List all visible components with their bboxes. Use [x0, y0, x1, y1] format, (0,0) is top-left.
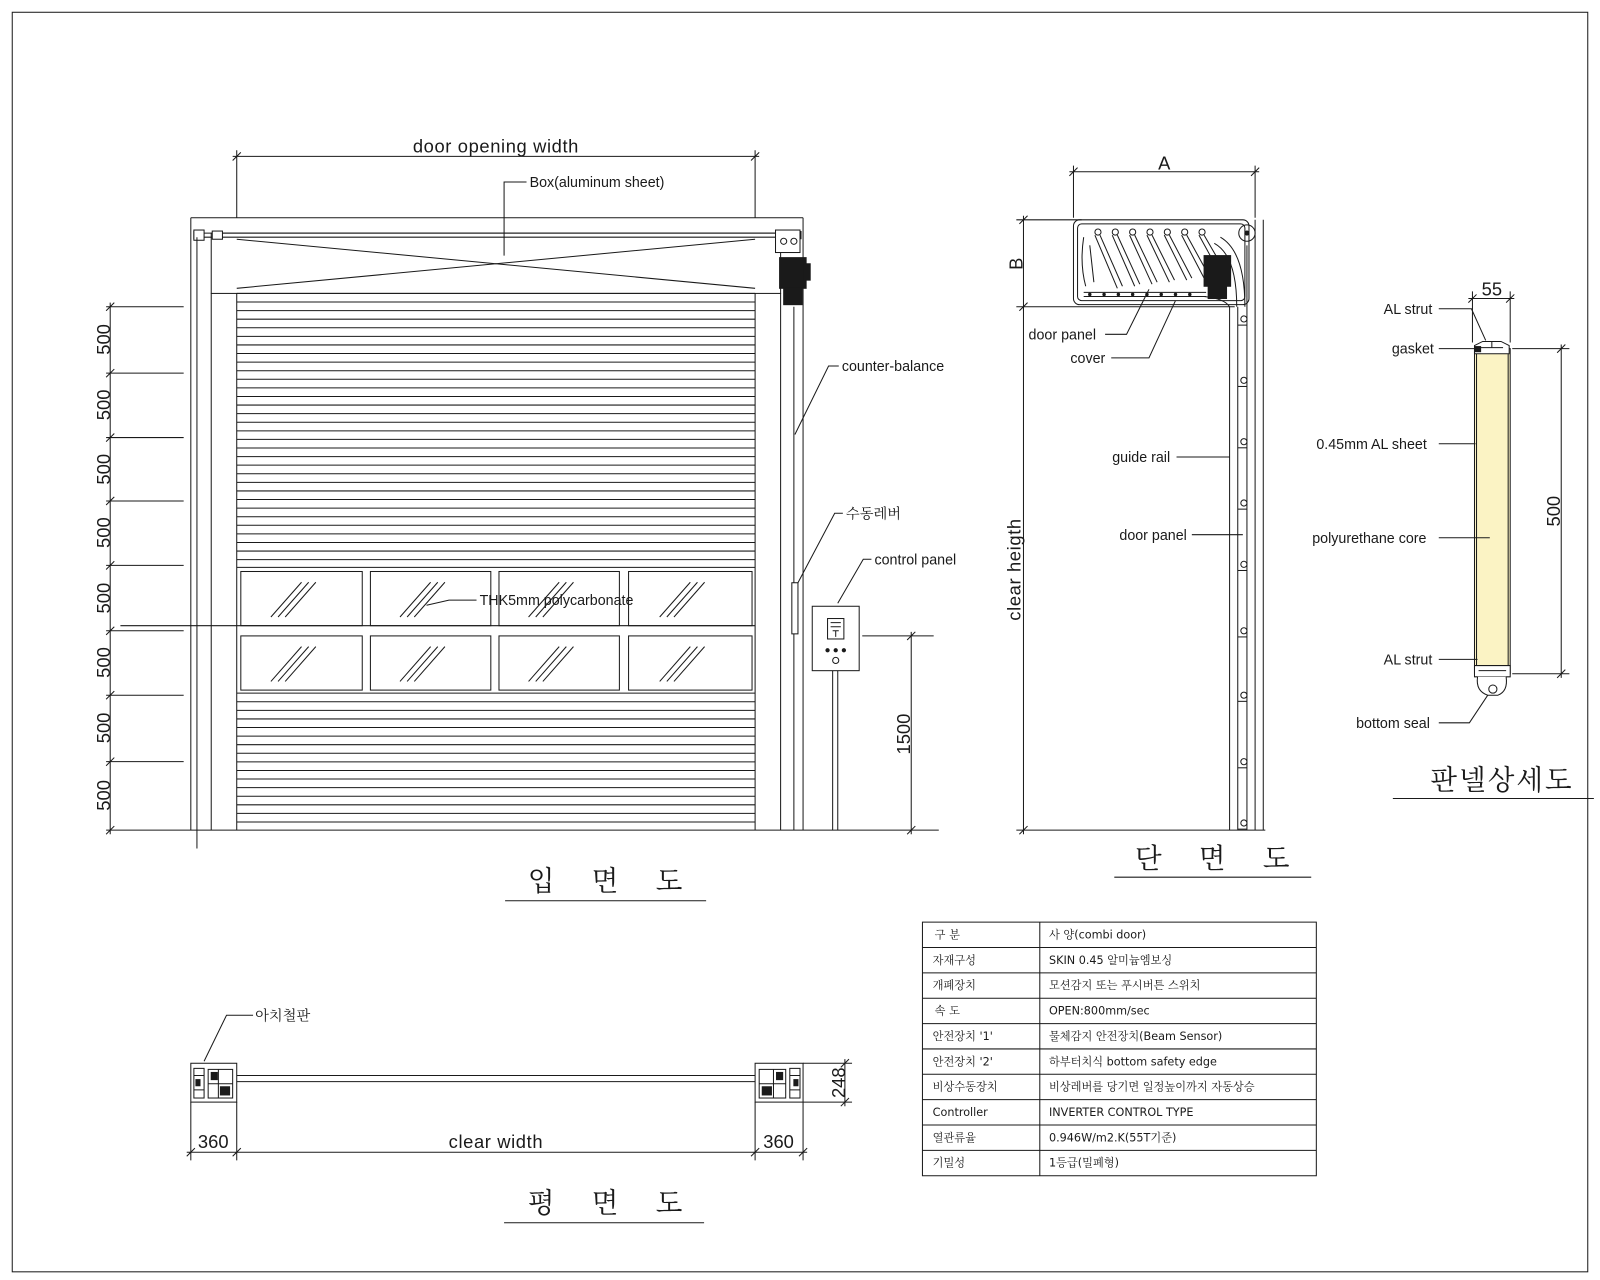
core-label: polyurethane core: [1312, 530, 1427, 547]
spec-row-label: 개폐장치: [932, 979, 976, 993]
curtain-edges: [237, 293, 755, 830]
frame-posts: [191, 218, 803, 849]
window-hatch-line: [674, 647, 705, 682]
plan-curtain: [237, 1076, 755, 1082]
rolled-panel-line: [1147, 235, 1169, 282]
drum-shaft-center: [1245, 231, 1249, 235]
rolled-panel-hinge: [1199, 229, 1205, 235]
al-sheet-label: 0.45mm AL sheet: [1316, 436, 1427, 453]
guide-rail-lines: [1230, 220, 1264, 830]
panel-height-dimensions: [106, 303, 184, 835]
bottom-strut-label: AL strut: [1383, 652, 1433, 669]
window-hatch-line: [660, 647, 691, 682]
spec-row-label: Controller: [932, 1106, 988, 1120]
rail-roller: [1241, 759, 1247, 765]
frame-detail: [211, 1072, 217, 1079]
section-motor-base: [1208, 286, 1226, 298]
panel-dim-label: 500: [93, 389, 115, 421]
window-hatch-line: [529, 647, 560, 682]
clear-height-label: clear heigth: [1003, 518, 1025, 621]
left-bracket: [194, 230, 223, 240]
rolled-panel-line: [1182, 235, 1204, 278]
window-hatch-line: [414, 582, 445, 617]
frame-detail: [777, 1072, 783, 1079]
motor-flange: [804, 264, 810, 280]
dimension-a-label: A: [1158, 152, 1171, 174]
plan-left-frame: [191, 1063, 237, 1102]
depth-dim-label: 248: [827, 1067, 849, 1099]
drum-box-cross: [237, 239, 755, 288]
frame-detail: [220, 1087, 229, 1095]
rail-roller: [1241, 316, 1247, 322]
control-panel: [812, 606, 859, 830]
box-leader: [504, 182, 526, 256]
plan-view: [187, 1006, 852, 1222]
frame-detail: [196, 1080, 200, 1086]
window-hatch-line: [278, 647, 309, 682]
stacked-panel-hinge: [1174, 293, 1176, 295]
rolled-panel-line: [1152, 235, 1174, 280]
stacked-panel-line: [1084, 292, 1206, 296]
clear-width-label: clear width: [448, 1131, 544, 1153]
rail-roller: [1241, 692, 1247, 698]
stacked-panel-hinge: [1131, 293, 1133, 295]
curtain-slats: [237, 293, 755, 822]
window-hatch-line: [660, 582, 691, 617]
drive-bracket: [776, 230, 800, 252]
control-panel-stand: [833, 671, 838, 830]
control-button: [842, 649, 845, 652]
spec-row-value: 0.946W/m2.K(55T기준): [1048, 1131, 1177, 1145]
rolled-panel-line: [1082, 237, 1094, 286]
rolled-panel-hinge: [1164, 229, 1170, 235]
panel-dim-label: 500: [93, 712, 115, 744]
window-hatch-line: [400, 582, 431, 617]
rolled-panel-line: [1130, 235, 1152, 284]
control-panel-label: control panel: [874, 552, 957, 569]
spec-row-label: 열관류율: [932, 1131, 976, 1145]
spec-row-value: 모션감지 또는 푸시버튼 스위치: [1048, 979, 1201, 993]
bracket-plate: [212, 231, 222, 239]
control-panel-height-label: 1500: [893, 713, 915, 755]
door-panel-label: door panel: [1028, 327, 1097, 344]
right-frame-dim-label: 360: [763, 1131, 794, 1153]
stacked-panel-hinge: [1089, 293, 1091, 295]
dimension-b-label: B: [1005, 257, 1027, 270]
bottom-seal: [1477, 677, 1506, 695]
window-hatch-line: [667, 647, 698, 682]
spec-row-value: 사 양(combi door): [1048, 928, 1147, 942]
frame-detail: [794, 1080, 798, 1086]
rolled-panel-line: [1100, 235, 1122, 286]
window-hatch-line: [414, 647, 445, 682]
window-hatch-line: [667, 582, 698, 617]
gasket-label: gasket: [1391, 341, 1434, 358]
rolled-panel-hinge: [1112, 229, 1118, 235]
section-motor: [1204, 256, 1231, 287]
plan-right-frame: [755, 1063, 803, 1102]
bottom-seal-label: bottom seal: [1356, 715, 1430, 732]
polycarbonate-leader: [427, 600, 477, 605]
window-hatch-line: [271, 647, 302, 682]
motor-gearbox: [784, 288, 802, 304]
spec-row-value: INVERTER CONTROL TYPE: [1048, 1106, 1194, 1120]
stacked-panel-hinge: [1160, 293, 1162, 295]
opening-width-dimension: [233, 150, 760, 217]
width-dim-label: 55: [1481, 278, 1503, 300]
elevation-view: [93, 135, 956, 900]
spec-row-label: 속 도: [934, 1004, 960, 1018]
spec-row-value: SKIN 0.45 알미늄엠보싱: [1048, 953, 1173, 967]
window-hatch-line: [400, 647, 431, 682]
spec-row-value: 1등급(밀폐형): [1048, 1156, 1119, 1170]
door-panel-label-2: door panel: [1119, 527, 1187, 544]
rolled-panel-line: [1112, 235, 1134, 286]
spec-row-label: 자재구성: [932, 953, 976, 967]
rail-roller: [1241, 820, 1247, 826]
spec-row-label: 비상수동장치: [932, 1080, 998, 1094]
control-button: [834, 649, 837, 652]
spec-row-value: 물체감지 안전장치(Beam Sensor): [1048, 1029, 1223, 1043]
window-hatch-line: [674, 582, 705, 617]
frame-detail: [762, 1087, 771, 1095]
section-title: 단 면 도: [1135, 841, 1304, 875]
rail-roller: [1241, 628, 1247, 634]
window-hatch-line: [285, 647, 316, 682]
rail-roller: [1241, 561, 1247, 567]
rail-roller: [1241, 500, 1247, 506]
spec-row-label: 안전장치 '1': [932, 1029, 993, 1043]
panel-detail-view: [1312, 278, 1594, 798]
window-panes: [241, 572, 752, 691]
box-label: Box(aluminum sheet): [529, 175, 665, 192]
polyurethane-core: [1474, 349, 1510, 674]
counter-balance-label: counter-balance: [841, 359, 945, 376]
rail-rollers: [1238, 316, 1247, 829]
clear-height-dimension: [1016, 307, 1265, 835]
opening-width-label: door opening width: [412, 135, 579, 157]
rolled-panel-hinge: [1095, 229, 1101, 235]
top-strut-label: AL strut: [1383, 301, 1433, 318]
panel-dim-label: 500: [93, 517, 115, 549]
spec-row-label: 기밀성: [932, 1156, 966, 1170]
window-hatch-line: [543, 647, 574, 682]
bottom-seal-leader: [1439, 695, 1488, 723]
rolled-panel-line: [1135, 235, 1157, 282]
rolled-panel-line: [1117, 235, 1139, 284]
rolled-panel-hinge: [1130, 229, 1136, 235]
control-panel-leader: [838, 559, 872, 603]
manual-lever-label: 수동레버: [845, 506, 902, 523]
stacked-panel-hinge: [1189, 293, 1191, 295]
panel-dim-label: 500: [93, 582, 115, 614]
motor-body: [780, 258, 807, 289]
spec-row-label: 안전장치 '2': [932, 1055, 993, 1069]
window-hatch-line: [278, 582, 309, 617]
section-view: [1003, 153, 1311, 877]
rolled-panel-line: [1164, 235, 1186, 280]
header-frame: [191, 218, 803, 239]
window-band-edges: [237, 567, 755, 693]
frame-label: 아치철판: [255, 1008, 311, 1025]
top-strut-leader: [1439, 309, 1486, 341]
height-dim-label: 500: [1543, 495, 1565, 527]
plan-title: 평 면 도: [527, 1186, 697, 1220]
panel-detail-title: 판넬상세도: [1430, 763, 1574, 797]
panel-dim-label: 500: [93, 453, 115, 485]
rolled-panel-line: [1169, 235, 1191, 278]
panel-dim-label: 500: [93, 647, 115, 678]
window-hatch-line: [271, 582, 302, 617]
spec-row-value: OPEN:800mm/sec: [1048, 1004, 1150, 1018]
rolled-panel-hinge: [1147, 229, 1153, 235]
cover-label: cover: [1070, 350, 1106, 367]
stacked-panel-hinge: [1103, 293, 1105, 295]
spec-row-value: 하부터치식 bottom safety edge: [1048, 1055, 1217, 1069]
rolled-panel-hinge: [1182, 229, 1188, 235]
manual-lever: [792, 583, 798, 634]
bracket-plate: [194, 230, 204, 240]
guide-rail-label: guide rail: [1112, 450, 1171, 467]
spec-table: [922, 922, 1316, 1176]
rail-roller: [1241, 377, 1247, 383]
panel-dim-label: 500: [93, 324, 115, 355]
window-hatch-line: [536, 647, 567, 682]
stacked-panel-hinge: [1117, 293, 1119, 295]
spec-row-value: 비상레버를 당기면 일정높이까지 자동상승: [1048, 1080, 1255, 1094]
window-hatch-line: [407, 647, 438, 682]
elevation-title: 입 면 도: [527, 864, 697, 898]
counter-balance-leader: [795, 366, 839, 434]
window-hatch-line: [407, 582, 438, 617]
gasket: [1476, 347, 1481, 352]
spec-row-label: 구 분: [934, 928, 960, 942]
frame-label-leader: [204, 1015, 253, 1061]
polycarbonate-label: THK5mm polycarbonate: [479, 593, 634, 610]
control-button: [826, 649, 829, 652]
left-frame-dim-label: 360: [197, 1131, 229, 1153]
cover-leader: [1111, 301, 1175, 358]
rail-roller: [1241, 439, 1247, 445]
rolled-panel-line: [1095, 235, 1117, 288]
manual-lever-leader: [798, 513, 843, 583]
window-hatch-line: [285, 582, 316, 617]
panel-dim-label: 500: [93, 780, 115, 811]
